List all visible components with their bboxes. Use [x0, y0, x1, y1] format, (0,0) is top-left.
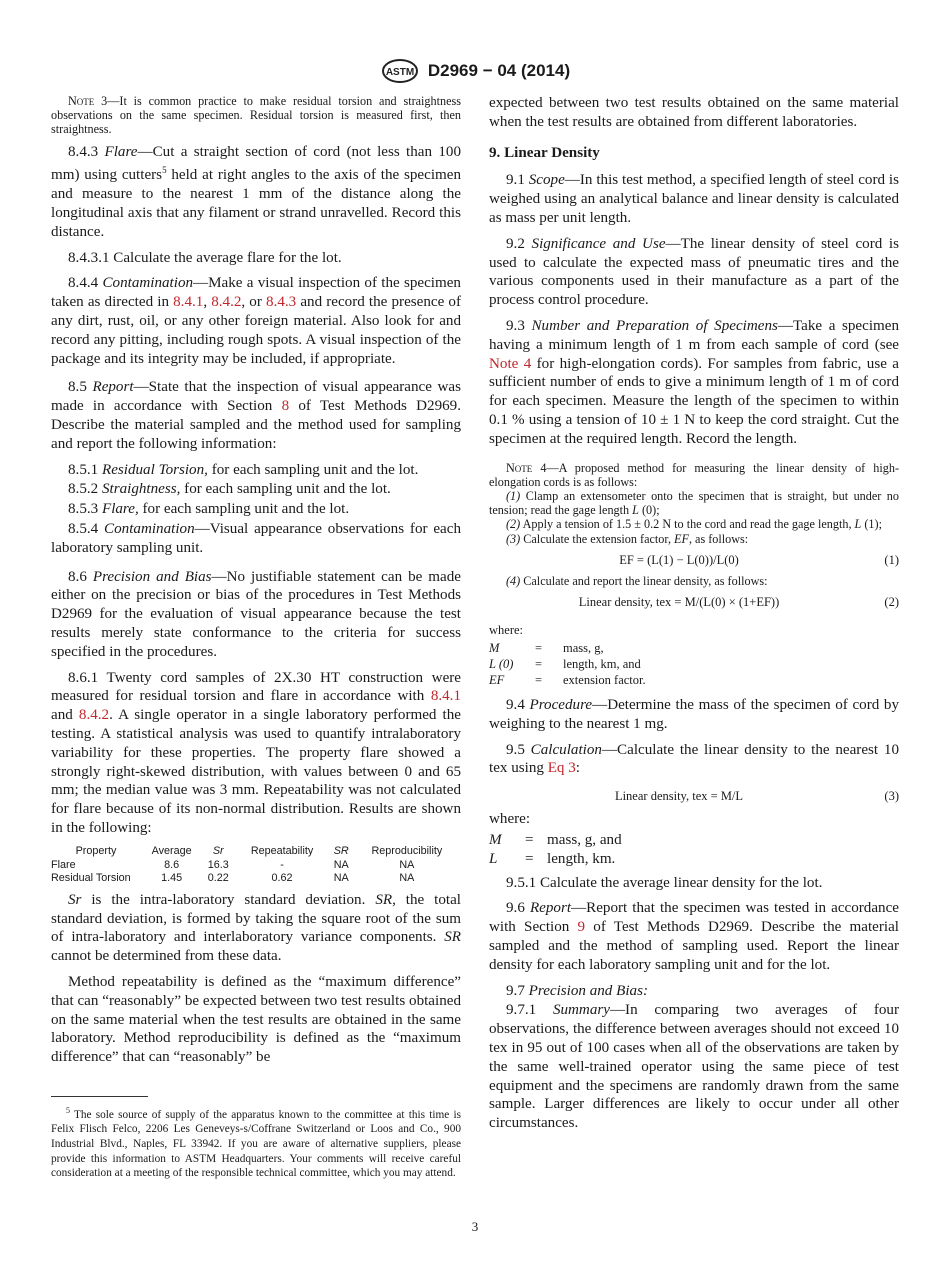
section-8-6-1: 8.6.1 Twenty cord samples of 2X.30 HT construction were measured for residual torsion and flare in accordance with 8.4.1 and 8.4.2. A single operator in a single laboratory performed the testing. A statistical analysis was used to quantify intralaboratory variability for these properties. The property flare showed a strongly right-skewed distribution, with values between 0 and 65 mm; the median value was 3 mm. Repeatability was not calculated for flare because of its non-normal distribution. Results are shown in the following: [51, 669, 461, 836]
section-9-5-1: 9.5.1 Calculate the average linear density for the lot. [506, 874, 823, 891]
link-section-9[interactable]: 9 [577, 919, 586, 936]
document-id: D2969 − 04 (2014) [427, 61, 571, 80]
where-row: L = length, km. [489, 850, 616, 867]
section-8-6: 8.6 Precision and Bias—No justifiable statement can be made either on the precision or bias of the procedures in Test Methods D2969 for the evaluation of visual appearance because the test results merely state conformance to the criteria for success specified in the procedures. [51, 568, 461, 660]
where-label-1: where: [489, 622, 524, 637]
section-8-5-3: 8.5.3 Flare, for each sampling unit and the lot. [68, 501, 350, 518]
table-row: Residual Torsion 1.45 0.22 0.62 NA NA [51, 871, 415, 884]
section-8-4-3: 8.4.3 Flare—Cut a straight section of cord (not less than 100 mm) using cutters$^5$ held at right angles to the axis of the specimen and measure to the nearest 1 mm of the distance along the longitudinal axis that any filament or strand unravelled. Record this distance. [51, 143, 462, 240]
where-label-2: where: [489, 811, 531, 828]
section-9-7-1: 9.7.1 Summary—In comparing two averages of four observations, the difference between averages should not exceed 10 tex in 95 out of 100 cases when all of the observations are taken by the same well-trained operator using the same piece of test equipment and the specimens are randomly drawn from the same sample. Larger differences are likely to occur under all other circumstances. [489, 1002, 900, 1132]
equation-3: Linear density, tex = M/L (3) [614, 789, 899, 804]
section-9-5: 9.5 Calculation—Calculate the linear density to the nearest 10 tex using Eq 3: [489, 741, 899, 777]
svg-text:ASTM: ASTM [385, 67, 415, 78]
where-row: EF = extension factor. [489, 672, 646, 687]
link-8-4-3[interactable]: 8.4.3 [266, 294, 297, 311]
where-table-2 [489, 831, 622, 869]
astm-logo-icon [380, 58, 420, 84]
equation-1: EF = (L(1) − L(0))/L(0) (1) [619, 552, 899, 567]
where-row: M = mass, g, and [489, 831, 622, 848]
section-8-5-2: 8.5.2 Straightness, for each sampling unit and the lot. [68, 481, 391, 498]
section-8-5-1: 8.5.1 Residual Torsion, for each sampling unit and the lot. [68, 461, 419, 478]
section-8-5: 8.5 Report—State that the inspection of visual appearance was made in accordance with Section 8 of Test Methods D2969. Describe the material sampled and the method used for sampling and report the following information: [51, 379, 462, 452]
link-8-4-2[interactable]: 8.4.2 [211, 294, 242, 311]
link-8-4-2b[interactable]: 8.4.2 [78, 707, 110, 724]
section-9-4: 9.4 Procedure—Determine the mass of the specimen of cord by weighing to the nearest 1 mg. [489, 696, 899, 732]
section-8-4-3-1: 8.4.3.1 Calculate the average flare for the lot. [68, 249, 342, 266]
section-9-1: 9.1 Scope—In this test method, a specified length of steel cord is weighed using an analytical balance and linear density is calculated as mass per unit length. [489, 172, 899, 226]
section-8-5-4: 8.5.4 Contamination—Visual appearance observations for each laboratory sampling unit. [51, 520, 462, 556]
link-section-8[interactable]: 8 [281, 398, 290, 415]
where-row: M = mass, g, [489, 640, 604, 655]
section-9-7: 9.7 Precision and Bias: [506, 982, 648, 999]
where-table-1 [489, 640, 646, 688]
link-8-4-1[interactable]: 8.4.1 [173, 294, 204, 311]
equation-2: Linear density, tex = M/(L(0) × (1+EF)) (2) [578, 594, 899, 609]
section-9-3: 9.3 Number and Preparation of Specimens—Take a specimen having a minimum length of 1 m from each sample of cord (see Note 4 for high-elongation cords). For samples from fabric, use a sufficient number of ends to give a minimum length of 1 m of cord for each specimen. Measure the length of the specimen to within 0.1 % using a tension of 10 ± 1 N to keep the cord straight. Cut the specimen at the required length. Record the length. [489, 317, 899, 447]
footnote-rule [51, 1096, 148, 1097]
method-repeatability: Method repeatability is defined as the “maximum difference” that can “reasonably” be expected between two test results obtained on the same material when the test results are obtained in the same laboratory. Method reproducibility is defined as the “maximum difference” that can “reasonably” be [51, 973, 461, 1066]
note-3: Note 3—It is common practice to make residual torsion and straightness observations on the same specimen. Residual torsion is measured first, then straightness. [51, 94, 461, 137]
sr-definition: Sr is the intra-laboratory standard deviation. SR, the total standard deviation, is formed by taking the square root of the sum of intra-laboratory and interlaboratory variance components. SR cannot be determined from these data. [51, 891, 461, 965]
section-9-heading: 9. Linear Density [489, 144, 600, 161]
page-header [0, 58, 950, 84]
where-row: L (0) = length, km, and [489, 656, 641, 671]
section-9-6: 9.6 Report—Report that the specimen was tested in accordance with Section 9 of Test Methods D2969. Describe the material sampled and the method of sampling used. Report the linear density for each laboratory sampling unit and for the lot. [489, 900, 899, 973]
footnote-5: $^5$ The sole source of supply of the apparatus known to the committee at this time is Felix Flisch Felco, 2206 Les Geneveys-s/Coffrane Switzerland or Loos and Co., 900 Industrial Blvd., Naples, FL 33942. If you are aware of alternative suppliers, please provide this information to ASTM Headquarters. Your comments will receive careful consideration at a meeting of the responsible technical committee, which you may attend. [51, 1106, 461, 1180]
section-9-2: 9.2 Significance and Use—The linear density of steel cord is used to calculate the expected mass of pneumatic tires and the various components used in their manufacture as a part of the process control procedure. [489, 235, 899, 309]
left-column [51, 94, 461, 1074]
right-column [489, 94, 899, 1140]
section-8-4-4: 8.4.4 Contamination—Make a visual inspection of the specimen taken as directed in 8.4.1, 8.4.2, or 8.4.3 and record the presence of any dirt, rust, oil, or any other foreign material. Also look for and record any pitting, including rough spots. A visual inspection of the package and its integrity may be included, if appropriate. [51, 275, 461, 367]
link-note-4[interactable]: Note 4 [489, 355, 532, 372]
table-row: Flare 8.6 16.3 - NA NA [51, 858, 415, 871]
note-4: Note 4—A proposed method for measuring the linear density of high-elongation cords is as follows: (1) Clamp an extensometer onto the specimen that is straight, but under no tension; read the gage length L (0); (2) Apply a tension of 1.5 ± 0.2 N to the cord and read the gage length, L (1); (3) Calculate the extension factor, EF, as follows: EF = (L(1) − L(0))/L(0) (1) (4) Calculate and report the linear density, as follows: Linear density, tex = M/(L(0) × (1+EF)) (2) [489, 460, 900, 609]
continuation-text: expected between two test results obtained on the same material when the test results are obtained from different laboratories. [489, 95, 899, 130]
precision-table [51, 845, 461, 885]
page-number: 3 [471, 1219, 479, 1234]
link-8-4-1b[interactable]: 8.4.1 [430, 688, 461, 705]
link-eq-3[interactable]: Eq 3 [547, 760, 576, 777]
table-header-row: Property Average Sr Repeatability SR Reproducibility [75, 844, 443, 857]
